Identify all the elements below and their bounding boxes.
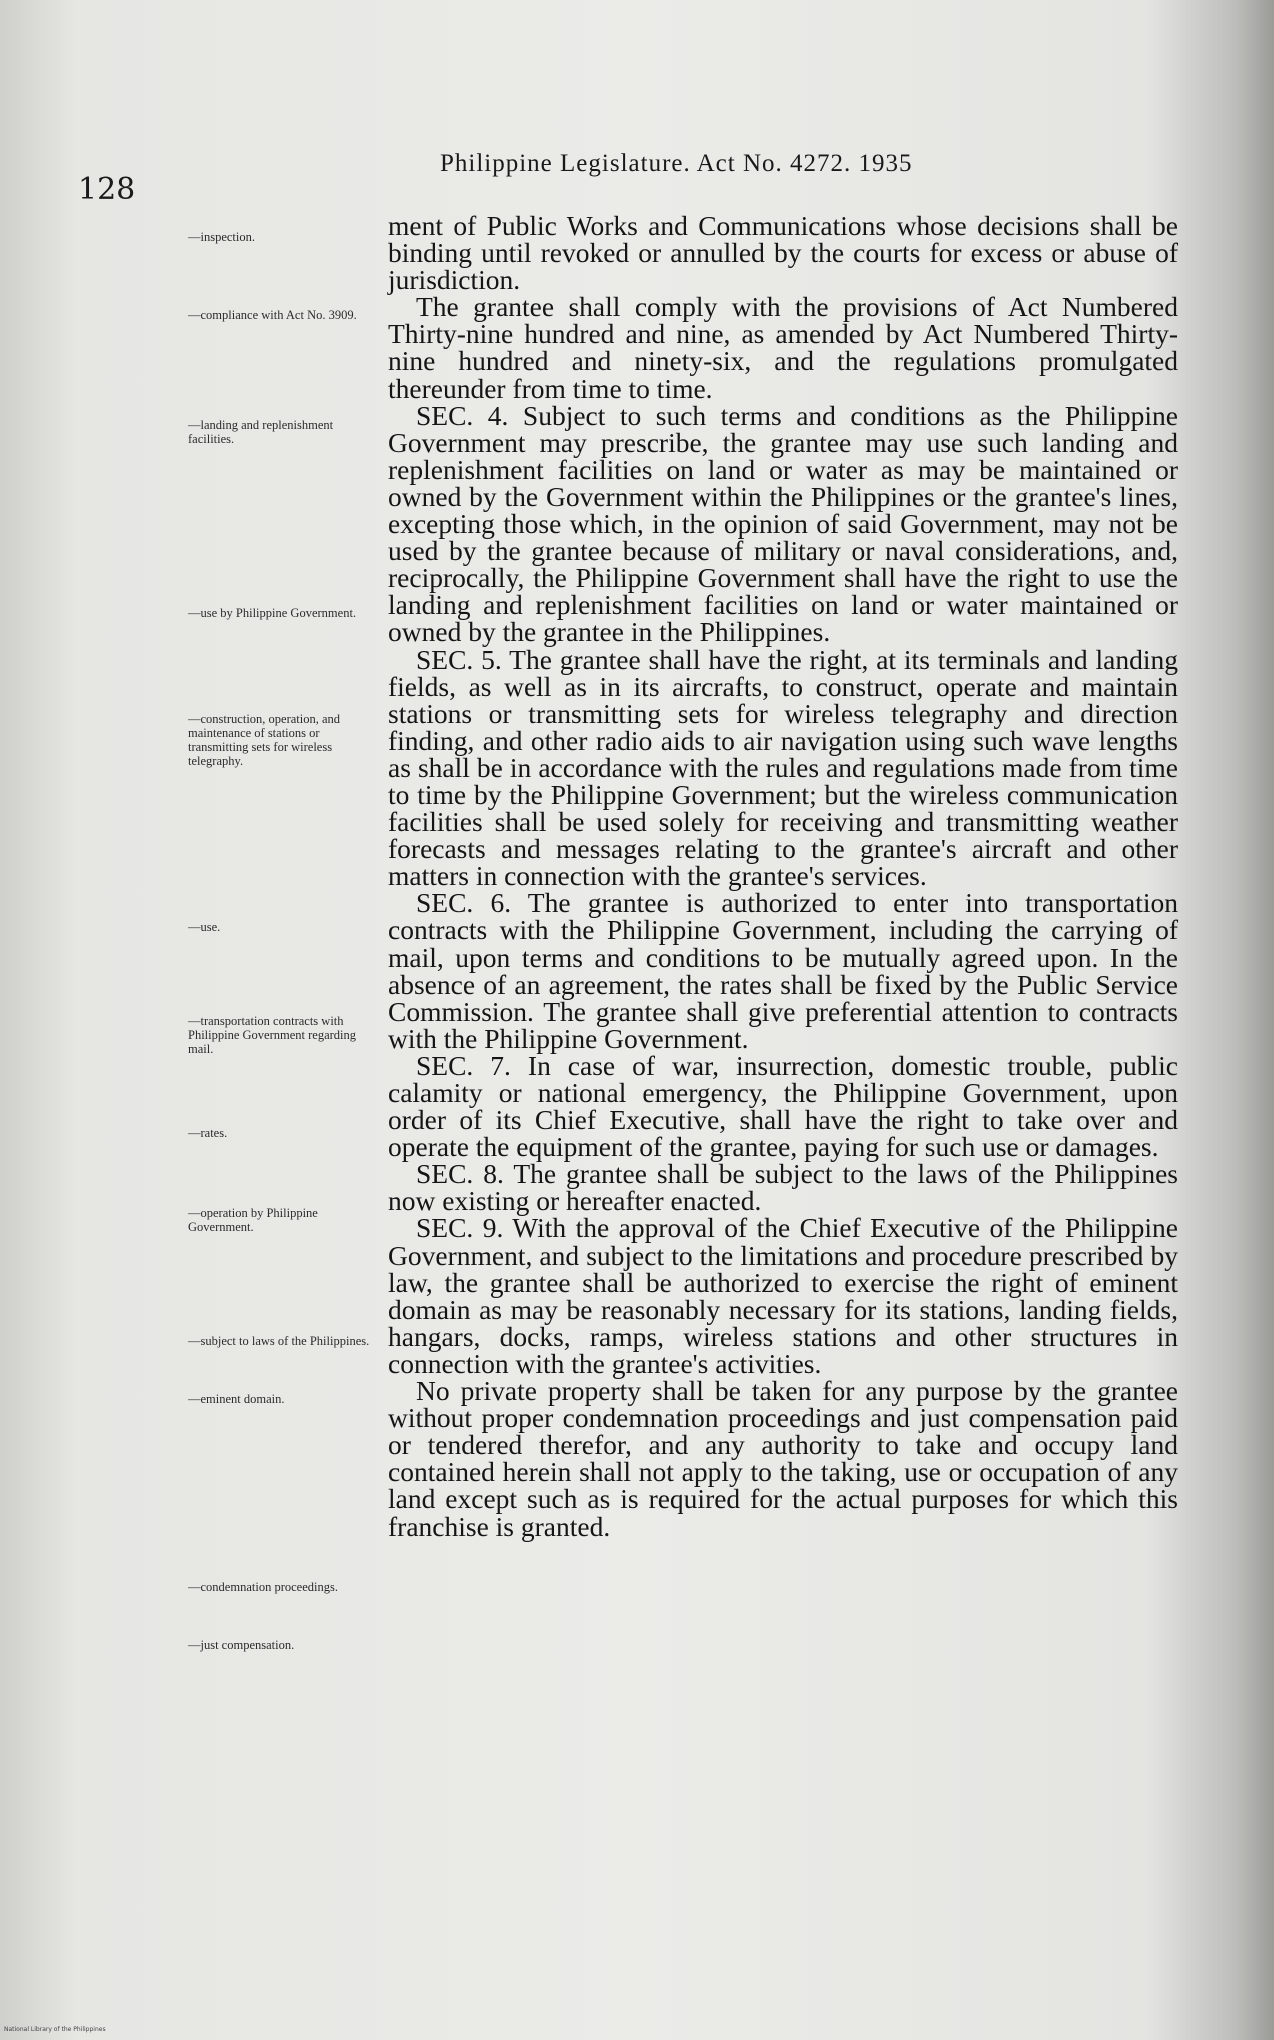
page-number: 128 (78, 172, 136, 207)
margin-note-condemnation: —condemnation proceedings. (188, 1580, 338, 1594)
paragraph-section-6: SEC. 6. The grantee is authorized to enter into transportation contracts with the Philippine Government, including the carrying of mail, upon terms and conditions to be mutually agreed upon. In the absence of an agreement, the rates shall be fixed by the Public Service Commission. The grantee shall give preferential attention to contracts with the Philippine Government. (388, 887, 1178, 1054)
page-header (0, 150, 1274, 207)
paragraph-private-property: No private property shall be taken for any purpose by the grantee without proper condemnation proceedings and just compensation paid or tendered therefor, and any authority to take and occupy land contained herein shall not apply to the taking, use or occupation of any land except such as is required for the actual purposes for which this franchise is granted. (388, 1375, 1178, 1542)
margin-note-wireless-stations: —construction, operation, and maintenance of stations or transmitting sets for wireless telegraphy. (188, 712, 341, 768)
scan-footer: National Library of the Philippines (4, 2026, 106, 2033)
paragraph-compliance: The grantee shall comply with the provisions of Act Numbered Thirty-nine hundred and nine, as amended by Act Numbered Thirty-nine hundred and ninety-six, and the regulations promulgated thereunder from time to time. (388, 291, 1178, 404)
paragraph-section-7: SEC. 7. In case of war, insurrection, domestic trouble, public calamity or national emergency, the Philippine Government, upon order of its Chief Executive, shall have the right to take over and operate the equipment of the grantee, paying for such use or damages. (388, 1049, 1178, 1163)
running-head: Philippine Legislature. Act No. 4272. 1935 (440, 150, 913, 177)
margin-note-landing-facilities: —landing and replenishment facilities. (188, 418, 334, 446)
paragraph-continuation: ment of Public Works and Communications whose decisions shall be binding until revoked or annulled by the courts for excess or abuse of jurisdiction. (388, 210, 1178, 296)
body-text (388, 212, 1178, 1540)
margin-note-transportation-contracts: —transportation contracts with Philippine Government regarding mail. (188, 1014, 357, 1056)
paragraph-section-4: SEC. 4. Subject to such terms and conditions as the Philippine Government may prescribe, the grantee may use such landing and replenishment facilities on land or water as may be maintained or owned by the Government within the Philippines or the grantee's lines, excepting those which, in the opinion of said Government, may not be used by the grantee because of military or naval considerations, and, reciprocally, the Philippine Government shall have the right to use the landing and replenishment facilities on land or water maintained or owned by the grantee in the Philippines. (388, 399, 1178, 648)
margin-note-eminent-domain: —eminent domain. (188, 1392, 285, 1406)
margin-note-subject-to-laws: —subject to laws of the Philippines. (188, 1334, 370, 1348)
paragraph-section-8: SEC. 8. The grantee shall be subject to the laws of the Philippines now existing or hereafter enacted. (388, 1158, 1178, 1217)
margin-note-rates: —rates. (188, 1126, 228, 1140)
margin-note-compliance: —compliance with Act No. 3909. (188, 308, 357, 322)
margin-note-operation-by-government: —operation by Philippine Government. (188, 1206, 318, 1234)
margin-note-just-compensation: —just compensation. (188, 1638, 295, 1652)
margin-note-inspection: —inspection. (188, 230, 256, 244)
margin-note-use: —use. (188, 920, 221, 934)
paragraph-section-9: SEC. 9. With the approval of the Chief Executive of the Philippine Government, and subject to the limitations and procedure prescribed by law, the grantee shall be authorized to exercise the right of eminent domain as may be reasonably necessary for its stations, landing fields, hangars, docks, ramps, wireless stations and other structures in connection with the grantee's activities. (388, 1212, 1178, 1379)
margin-note-use-by-government: —use by Philippine Government. (188, 606, 357, 620)
paragraph-section-5: SEC. 5. The grantee shall have the right, at its terminals and landing fields, as well as in its aircrafts, to construct, operate and maintain stations or transmitting sets for wireless telegraphy and direction finding, and other radio aids to air navigation using such wave lengths as shall be in accordance with the rules and regulations made from time to time by the Philippine Government; but the wireless communication facilities shall be used solely for receiving and transmitting weather forecasts and messages relating to the grantee's aircraft and other matters in connection with the grantee's services. (388, 643, 1178, 892)
